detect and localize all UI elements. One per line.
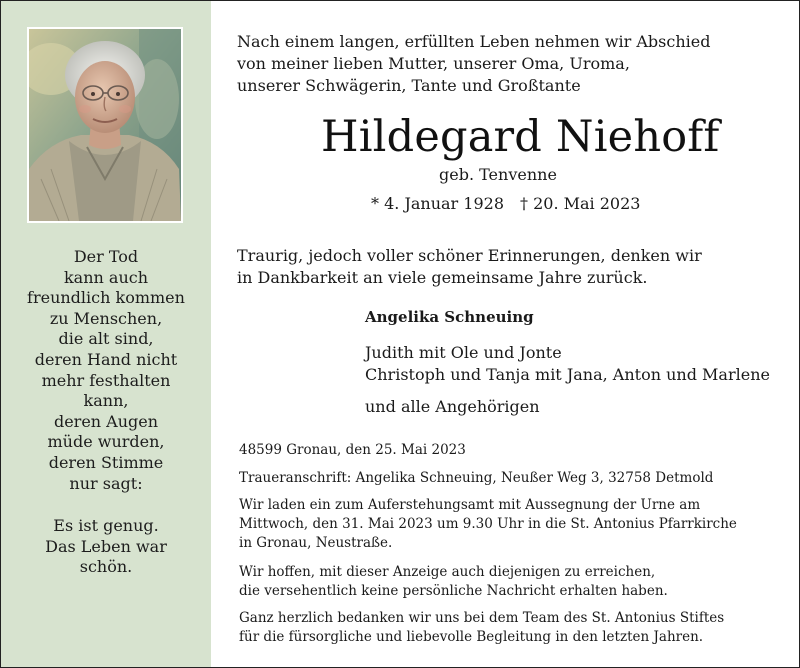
poem-line: schön. <box>79 557 133 577</box>
thanks-note <box>239 609 724 647</box>
apology-line: Wir hoffen, mit dieser Anzeige auch diejenigen zu erreichen, <box>239 564 656 580</box>
intro-line: von meiner lieben Mutter, unserer Oma, Uroma, <box>237 54 630 73</box>
apology-line: die versehentlich keine persönliche Nachricht erhalten haben. <box>239 583 668 599</box>
poem-line: Es ist genug. <box>53 516 159 536</box>
memorial-poem <box>13 247 199 578</box>
gratitude-line: in Dankbarkeit an viele gemeinsame Jahre zurück. <box>237 268 648 287</box>
poem-line: deren Stimme <box>48 452 164 472</box>
poem-line: Das Leben war <box>45 536 167 556</box>
deceased-name: Hildegard Niehoff <box>321 112 720 162</box>
service-line: Wir laden ein zum Auferstehungsamt mit Aussegnung der Urne am <box>239 497 701 513</box>
poem-line: Der Tod <box>73 247 139 266</box>
poem-line: kann, <box>83 391 129 411</box>
portrait-photo <box>27 27 183 223</box>
thanks-line: Ganz herzlich bedanken wir uns bei dem Team des St. Antonius Stiftes <box>239 610 725 626</box>
poem-line: die alt sind, <box>58 329 154 349</box>
poem-line: müde wurden, <box>47 432 165 452</box>
mourning-address: Traueranschrift: Angelika Schneuing, Neußer Weg 3, 32758 Detmold <box>239 470 714 486</box>
poem-line: zu Menschen, <box>49 308 163 328</box>
gratitude-text <box>237 245 702 289</box>
intro-line: unserer Schwägerin, Tante und Großtante <box>237 76 581 95</box>
other-relatives: und alle Angehörigen <box>365 397 540 416</box>
gratitude-line: Traurig, jedoch voller schöner Erinnerungen, denken wir <box>237 246 702 265</box>
poem-line: freundlich kommen <box>27 288 185 308</box>
life-dates <box>371 194 656 213</box>
family-list <box>365 342 770 386</box>
intro-line: Nach einem langen, erfüllten Leben nehmen wir Abschied <box>237 32 711 51</box>
portrait-image <box>29 29 181 221</box>
family-line: Judith mit Ole und Jonte <box>365 343 562 362</box>
sidebar-panel <box>1 1 211 667</box>
thanks-line: für die fürsorgliche und liebevolle Begleitung in den letzten Jahren. <box>239 629 704 645</box>
apology-note <box>239 563 668 601</box>
poem-line: mehr festhalten <box>41 370 171 390</box>
service-info <box>239 496 737 553</box>
death-date: † 20. Mai 2023 <box>520 194 641 213</box>
maiden-name: geb. Tenvenne <box>439 165 557 184</box>
service-line: in Gronau, Neustraße. <box>239 535 393 551</box>
intro-text <box>237 31 710 97</box>
poem-line: nur sagt: <box>69 473 143 493</box>
poem-line: kann auch <box>63 267 149 287</box>
place-date: 48599 Gronau, den 25. Mai 2023 <box>239 442 466 458</box>
family-line: Christoph und Tanja mit Jana, Anton und Marlene <box>365 365 770 384</box>
poem-line: deren Hand nicht <box>34 349 178 369</box>
birth-date: * 4. Januar 1928 <box>371 194 504 213</box>
poem-line: deren Augen <box>53 411 159 431</box>
primary-mourner: Angelika Schneuing <box>365 308 534 326</box>
service-line: Mittwoch, den 31. Mai 2023 um 9.30 Uhr in die St. Antonius Pfarrkirche <box>239 516 737 532</box>
poem-stanza-break <box>13 494 199 516</box>
